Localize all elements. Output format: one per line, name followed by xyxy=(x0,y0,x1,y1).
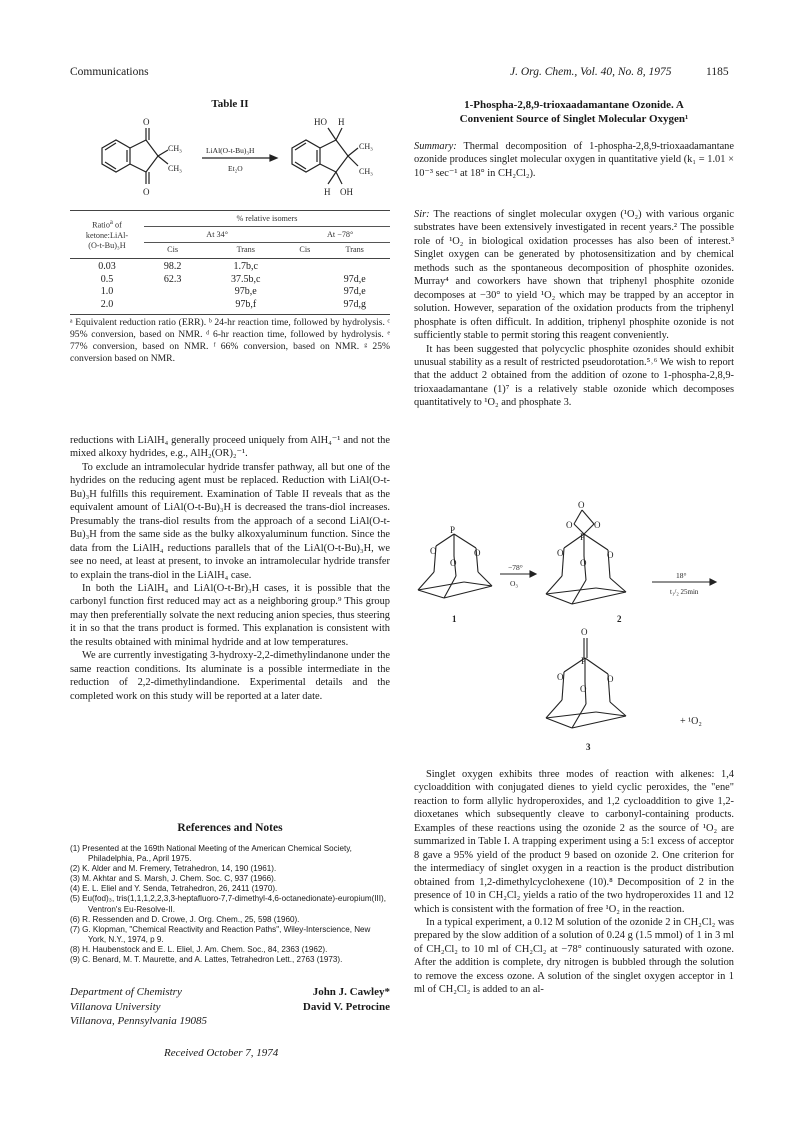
paragraph: reductions with LiAlH₄ generally proceed uniquely from AlH₄⁻¹ and not the mixed alkoxy hydrides, e.g., AlH₂(OR)₂⁻¹. xyxy=(70,435,390,460)
right-body-text-2 xyxy=(414,768,734,997)
table-footnotes: ᵃ Equivalent reduction ratio (ERR). ᵇ 24-hr reaction time, followed by hydrolysis. ᶜ 95% conversion, based on NMR. ᵈ 6-hr reaction time, followed by hydrolysis. ᵉ 77% conversion, based on NMR. ᶠ 66% conversion, based on NMR. ᵍ 25% conversion based on NMR. xyxy=(70,317,390,364)
singlet-oxygen-product: + ¹O₂ xyxy=(680,716,702,727)
trans-header: Trans xyxy=(345,245,364,254)
value-cell xyxy=(290,286,319,299)
reference-item: (7) G. Klopman, "Chemical Reactivity and Reaction Paths", Wiley-Interscience, New York, N.Y., 1974, p 9. xyxy=(70,924,371,944)
arrow2-top: 18° xyxy=(676,571,687,580)
atom-o: O xyxy=(450,558,457,568)
value-cell: 62.3 xyxy=(163,273,182,285)
reference-item: (4) E. L. Eliel and Y. Senda, Tetrahedron, 26, 2411 (1970). xyxy=(70,884,278,894)
value-cell: 37.5b,c xyxy=(231,273,261,285)
value-cell xyxy=(319,261,390,274)
value-cell: 1.7b,c xyxy=(233,261,258,272)
table-row xyxy=(70,261,390,274)
value-cell xyxy=(290,299,319,312)
atom-o: O xyxy=(594,520,601,530)
ratio-cell: 1.0 xyxy=(100,286,114,297)
atom-o: O xyxy=(474,548,481,558)
references-title: References and Notes xyxy=(177,822,283,834)
right-body-text xyxy=(414,208,734,410)
trans-header: Trans xyxy=(236,245,255,254)
table-row xyxy=(70,299,390,312)
reagent-top: LiAl(O-t-Bu)₃H xyxy=(206,146,255,155)
paragraph: We are currently investigating 3-hydroxy-2,2-dimethylindanone under the same reaction conditions. Its aluminate is a possible intermediate in the reduction of 2,2-dimethylindandione. Experimental details and the completed work on this study will be reported at a later date. xyxy=(70,650,390,702)
atom-p: P xyxy=(450,525,456,535)
right-ch3-top: CH₃ xyxy=(359,142,373,151)
cis-header: Cis xyxy=(299,245,311,254)
ratio-cell: 0.03 xyxy=(98,261,116,272)
atom-o: O xyxy=(566,520,573,530)
value-cell xyxy=(144,299,201,312)
left-o-top: O xyxy=(143,117,150,127)
value-cell xyxy=(290,261,319,274)
compound-1-label: 1 xyxy=(452,614,457,624)
summary-text: Thermal decomposition of 1-phospha-2,8,9-trioxaadamantane ozonide produces singlet molecular oxygen in quantitative yield (k₁ = 1.01 × 10⁻³ sec⁻¹ at 18° in CH₂Cl₂). xyxy=(414,141,734,179)
reference-item: (2) K. Alder and M. Fremery, Tetrahedron, 14, 190 (1961). xyxy=(70,864,277,874)
reference-item: (5) Eu(fod)₃, tris(1,1,1,2,2,3,3-heptafluoro-7,7-dimethyl-4,6-octanedionate)-europium(III), Ventron's Eu-Resolve-II. xyxy=(70,894,386,914)
atom-o: O xyxy=(607,550,614,560)
paragraph: It has been suggested that polycyclic phosphite ozonides should exhibit unusual stability as a result of restricted pseudorotation.⁵˒⁶ We wish to report that the adduct 2 obtained from the addition of ozone to 1-phospha-2,8,9-trioxaadamantane (1)⁷ is a relatively stable ozonide which decomposes quantitatively to ¹O₂ and phosphate 3. xyxy=(414,343,734,409)
table-ii xyxy=(70,98,390,365)
atom-o: O xyxy=(607,674,614,684)
atm78-header: At −78° xyxy=(290,227,390,243)
received-date: Received October 7, 1974 xyxy=(164,1047,279,1059)
right-ho: HO xyxy=(314,117,327,127)
right-oh: OH xyxy=(340,187,353,197)
reference-item: (9) C. Benard, M. T. Maurette, and A. Lattes, Tetrahedron Lett., 2763 (1973). xyxy=(70,955,343,965)
atom-o: O xyxy=(430,546,437,556)
table-row xyxy=(70,274,390,287)
paragraph: To exclude an intramolecular hydride transfer pathway, all but one of the hydrides on the reducing agent must be replaced. Reduction with LiAl(O-t-Bu)₃H fulfills this requirement. Examination of Table II reveals that as the equivalent amount of LiAl(O-t-Bu)₃H is decreased the trans-diol increases. Presumably the trans-diol results from the approach of a second LiAl(O-t-Bu)₃H from the same side as the bulky alkoxyaluminum function. Since the data from the LiAlH₄ reductions parallels that of the LiAl(O-t-Bu)₃H, we see no need, at least at present, to invoke an intramolecular hydride transfer to explain the trans-diol in the LiAlH₄ case. xyxy=(70,461,390,581)
left-ch3-bottom: CH₃ xyxy=(168,164,182,173)
atom-o: O xyxy=(557,672,564,682)
value-cell xyxy=(144,286,201,299)
affiliation: Department of Chemistry Villanova University Villanova, Pennsylvania 19085 xyxy=(70,986,207,1027)
sir-label: Sir: xyxy=(414,209,430,220)
article-title: 1-Phospha-2,8,9-trioxaadamantane Ozonide. A Convenient Source of Singlet Molecular Oxygen¹ xyxy=(459,99,689,125)
reference-item: (3) M. Akhtar and S. Marsh, J. Chem. Soc. C, 937 (1966). xyxy=(70,874,277,884)
page-number: 1185 xyxy=(706,66,729,78)
table-title: Table II xyxy=(211,98,249,110)
value-cell: 97b,f xyxy=(235,298,257,310)
arrow2-bottom: t₁/₂ 25min xyxy=(670,588,699,596)
atom-o: O xyxy=(578,500,585,510)
value-cell: 98.2 xyxy=(163,261,182,272)
left-o-bottom: O xyxy=(143,187,150,197)
row-header: Ratio$^a$ of ketone:LiAl- (O-t-Bu)₃H xyxy=(85,219,129,250)
compound-3-label: 3 xyxy=(586,742,591,752)
summary xyxy=(414,140,734,180)
isomer-table xyxy=(70,211,390,311)
atom-o: O xyxy=(557,548,564,558)
running-header-left: Communications xyxy=(70,66,149,78)
reference-item: (1) Presented at the 169th National Meeting of the American Chemical Society, Philadelphia, Pa., April 1975. xyxy=(70,844,352,864)
reference-item: (6) R. Ressenden and D. Crowe, J. Org. Chem., 25, 598 (1960). xyxy=(70,914,300,924)
left-ch3-top: CH₃ xyxy=(168,144,182,153)
value-cell: 97d,e xyxy=(343,273,366,285)
summary-label: Summary: xyxy=(414,141,457,152)
cis-header: Cis xyxy=(167,245,179,254)
compound-2-label: 2 xyxy=(617,614,622,624)
right-h-top: H xyxy=(338,117,345,127)
arrow1-top: −78° xyxy=(508,563,523,572)
ozonide-reaction-scheme xyxy=(414,498,734,760)
atom-o: O xyxy=(580,558,587,568)
at34-header: At 34° xyxy=(144,227,290,243)
group-header: % relative isomers xyxy=(144,211,390,227)
paragraph: In both the LiAlH₄ and LiAl(O-t-Br)₃H cases, it is possible that the carbonyl function first reduced may act as a neighboring group.⁹ This group may then preferentially solvate the next reducing anion species, thus steering it in so that the trans product is formed. This explanation is consistent with the results obtained with minimal hydride and at low temperatures. xyxy=(70,582,390,648)
authors: John J. Cawley* David V. Petrocine xyxy=(302,986,390,1013)
value-cell: 97d,e xyxy=(343,286,366,297)
paragraph: The reactions of singlet molecular oxygen (¹O₂) with various organic substrates have been extensively investigated in recent years.² The possible role of ¹O₂ in biological oxidation processes has also been of interest.³ Singlet oxygen can be generated by photosensitization and by chemical methods such as the spontaneous decomposition of phosphite ozonides. Murray⁴ and coworkers have shown that triphenyl phosphite ozonide decomposes at −30° to yield ¹O₂ which may be trapped by an acceptor in solution. However, separation of the oxidation products from the triphenyl phosphate is often difficult. In addition, triphenyl phosphite ozonide is not sufficiently stable to permit storing this reagent conveniently. xyxy=(414,209,734,342)
atom-o: O xyxy=(580,684,587,694)
reference-item: (8) H. Haubenstock and E. L. Eliel, J. Am. Chem. Soc., 84, 2363 (1962). xyxy=(70,944,328,954)
atom-p: P xyxy=(580,532,586,542)
atom-o: O xyxy=(581,627,588,637)
paragraph: Singlet oxygen exhibits three modes of reaction with alkenes: 1,4 cycloaddition with conjugated dienes to yield cyclic peroxides, the "ene" reaction to form allylic hydroperoxides, and 1,2 cycloaddition to give 1,2-dioxetanes which subsequently cleave to carbonyl-containing products. Examples of these reactions using the ozonide 2 as the source of ¹O₂ are summarized in Table I. A trapping experiment using a 5:1 excess of acceptor 8 gave a 95% yield of the product 9 based on ozonide 2. One criterion for the intermediacy of singlet oxygen in a reaction is the product distribution obtained from 1,2-dimethylcyclohexene (10).⁸ Decomposition of 2 in the presence of 10 in CH₂Cl₂ yields a ratio of the two hydroperoxides 11 and 12 which is consistent with the formation of free ¹O₂ in the reaction. xyxy=(414,769,734,915)
table-reaction-scheme xyxy=(70,112,390,208)
right-ch3-bottom: CH₃ xyxy=(359,167,373,176)
value-cell: 97b,e xyxy=(234,286,257,297)
value-cell: 97d,g xyxy=(343,298,366,310)
reagent-bottom: Et₂O xyxy=(228,164,243,173)
table-row xyxy=(70,286,390,299)
value-cell xyxy=(290,274,319,287)
left-body-text xyxy=(70,434,390,703)
journal-citation: J. Org. Chem., Vol. 40, No. 8, 1975 xyxy=(510,66,672,78)
atom-p: P xyxy=(581,656,587,666)
paragraph: In a typical experiment, a 0.12 M solution of the ozonide 2 in CH₂Cl₂ was prepared by the slow addition of a solution of 0.24 g (1.5 mmol) of 1 in 3 ml of CH₂Cl₂ to 10 ml of CH₂Cl₂ at −78° continuously saturated with ozone. After the addition is complete, dry nitrogen is bubbled through the solution to remove the excess ozone. A solution of the singlet oxygen acceptor in 1 ml of CH₂Cl₂ is added to an al- xyxy=(414,916,734,996)
ratio-cell: 2.0 xyxy=(100,298,114,310)
references-list xyxy=(70,844,390,965)
right-h-bottom: H xyxy=(324,187,331,197)
ratio-cell: 0.5 xyxy=(100,273,114,285)
arrow1-bottom: O₃ xyxy=(510,579,519,588)
